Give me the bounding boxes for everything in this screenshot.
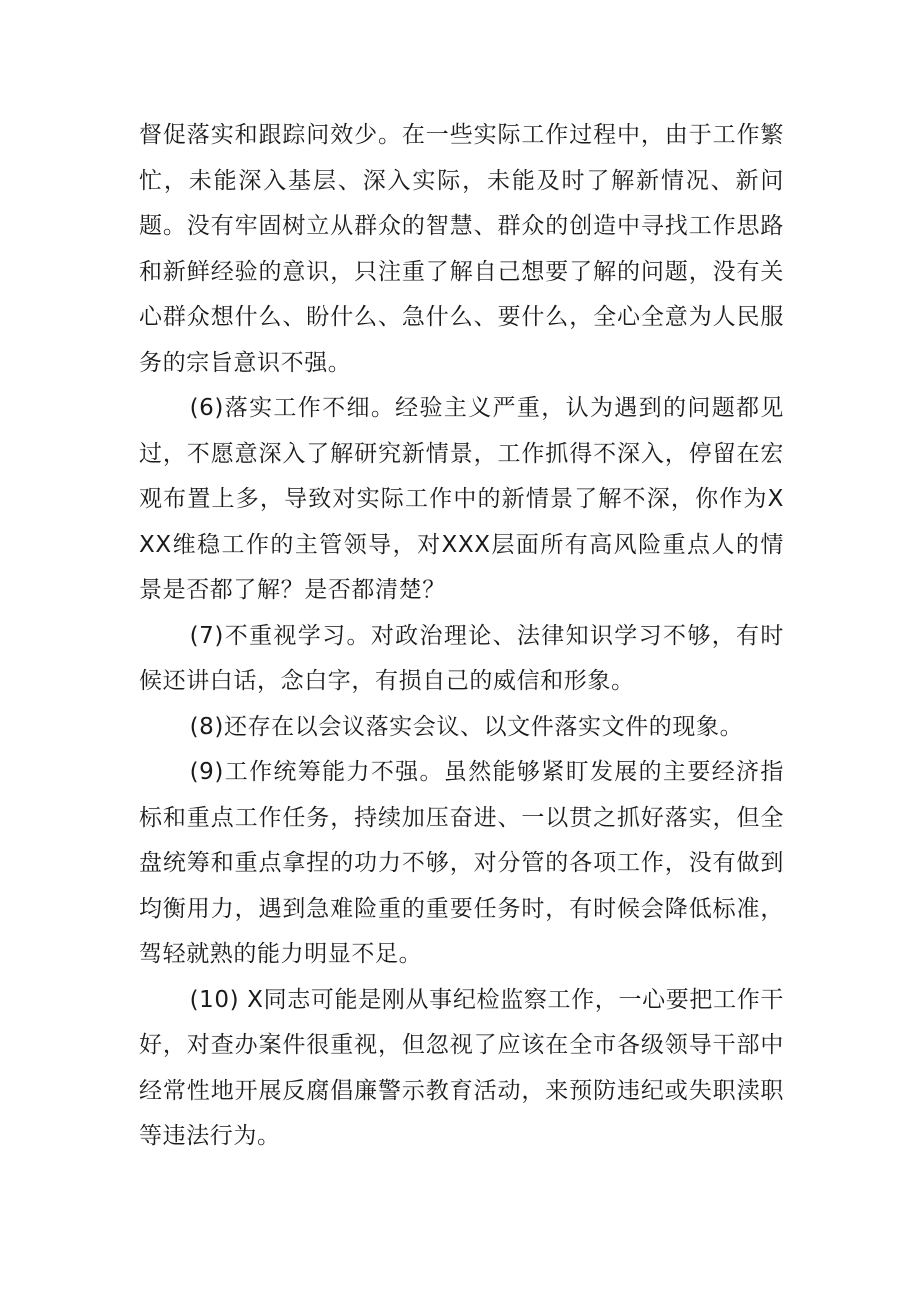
paragraph-item-7: (7)不重视学习。对政治理论、法律知识学习不够，有时候还讲白话，念白字，有损自己的威信和形象。 <box>139 622 784 694</box>
document-body <box>139 113 784 1160</box>
paragraph-item-9: (9)工作统筹能力不强。虽然能够紧盯发展的主要经济指标和重点工作任务，持续加压奋进、一以贯之抓好落实，但全盘统筹和重点拿捏的功力不够，对分管的各项工作，没有做到均衡用力，遇到急难险重的重要任务时，有时候会降低标准，驾轻就熟的能力明显不足。 <box>139 759 784 967</box>
paragraph-continuation: 督促落实和跟踪问效少。在一些实际工作过程中，由于工作繁忙，未能深入基层、深入实际，未能及时了解新情况、新问题。没有牢固树立从群众的智慧、群众的创造中寻找工作思路和新鲜经验的意识，只注重了解自己想要了解的问题，没有关心群众想什么、盼什么、急什么、要什么，全心全意为人民服务的宗旨意识不强。 <box>139 122 784 376</box>
paragraph-item-6: (6)落实工作不细。经验主义严重，认为遇到的问题都见过，不愿意深入了解研究新情景，工作抓得不深入，停留在宏观布置上多，导致对实际工作中的新情景了解不深，你作为XXX维稳工作的主管领导，对XXX层面所有高风险重点人的情景是否都了解？是否都清楚？ <box>139 395 784 603</box>
paragraph-item-8: (8)还存在以会议落实会议、以文件落实文件的现象。 <box>189 713 744 740</box>
paragraph-item-10: (10) X同志可能是刚从事纪检监察工作，一心要把工作干好，对查办案件很重视，但忽视了应该在全市各级领导干部中经常性地开展反腐倡廉警示教育活动，来预防违纪或失职渎职等违法行为。 <box>139 986 784 1149</box>
